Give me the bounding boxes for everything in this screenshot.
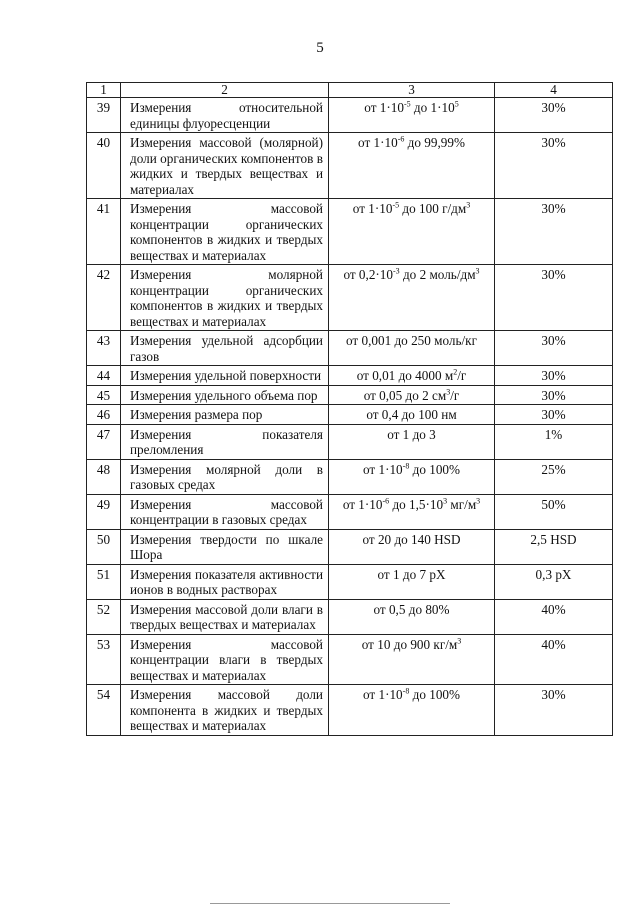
row-number: 46 (87, 405, 121, 425)
row-description: Измерения удельной адсорбции газов (121, 331, 329, 366)
row-error: 30% (495, 199, 613, 265)
row-range: от 10 до 900 $кг/м^3$ (329, 634, 495, 685)
row-description: Измерения твердости по шкале Шора (121, 529, 329, 564)
row-range: от $1\cdot 10^{-6}$ до $1,5\cdot 10^3$ $мг/м^3$ (329, 494, 495, 529)
table-row (87, 494, 613, 529)
table-row (87, 405, 613, 425)
row-error: 30% (495, 331, 613, 366)
table-row (87, 424, 613, 459)
row-range: от 0,001 до 250 моль/кг (329, 331, 495, 366)
bottom-rule (210, 903, 450, 904)
row-number: 44 (87, 366, 121, 386)
row-description: Измерения удельной поверхности (121, 366, 329, 386)
row-error: 30% (495, 405, 613, 425)
row-range: от $1\cdot 10^{-5}$ до 100 $г/дм^3$ (329, 199, 495, 265)
table-row (87, 199, 613, 265)
row-description: Измерения массовой доли влаги в твердых веществах и материалах (121, 599, 329, 634)
column-header: 4 (495, 83, 613, 98)
row-description: Измерения молярной концентрации органических компонентов в жидких и твердых веществах и материалах (121, 265, 329, 331)
row-error: 30% (495, 265, 613, 331)
row-description: Измерения массовой концентрации органических компонентов в жидких и твердых веществах и материалах (121, 199, 329, 265)
row-number: 45 (87, 385, 121, 405)
row-range: от $1\cdot 10^{-6}$ до 99,99% (329, 133, 495, 199)
row-description: Измерения массовой доли компонента в жидких и твердых веществах и материалах (121, 685, 329, 736)
row-description: Измерения удельного объема пор (121, 385, 329, 405)
row-error: 30% (495, 385, 613, 405)
row-description: Измерения показателя активности ионов в водных растворах (121, 564, 329, 599)
page-number: 5 (316, 40, 324, 56)
row-error: 1% (495, 424, 613, 459)
table-row (87, 331, 613, 366)
row-description: Измерения массовой концентрации в газовых средах (121, 494, 329, 529)
table-row (87, 459, 613, 494)
row-range: от 20 до 140 HSD (329, 529, 495, 564)
table-row (87, 564, 613, 599)
row-number: 42 (87, 265, 121, 331)
table-row (87, 366, 613, 386)
row-range: от 0,4 до 100 нм (329, 405, 495, 425)
row-description: Измерения относительной единицы флуоресценции (121, 98, 329, 133)
row-error: 2,5 HSD (495, 529, 613, 564)
measurements-table (86, 82, 613, 736)
row-number: 49 (87, 494, 121, 529)
row-range: от $0,2\cdot 10^{-3}$ до 2 моль/$дм^3$ (329, 265, 495, 331)
row-number: 50 (87, 529, 121, 564)
table-row (87, 529, 613, 564)
table-row (87, 634, 613, 685)
row-range: от 0,5 до 80% (329, 599, 495, 634)
row-error: 0,3 pX (495, 564, 613, 599)
row-range: от $1\cdot 10^{-8}$ до 100% (329, 685, 495, 736)
row-range: от $1\cdot 10^{-5}$ до $1\cdot 10^5$ (329, 98, 495, 133)
column-header: 2 (121, 83, 329, 98)
row-number: 53 (87, 634, 121, 685)
column-header: 1 (87, 83, 121, 98)
row-error: 40% (495, 634, 613, 685)
row-error: 30% (495, 133, 613, 199)
row-number: 51 (87, 564, 121, 599)
row-description: Измерения массовой (молярной) доли органических компонентов в жидких и твердых веществах и материалах (121, 133, 329, 199)
row-error: 40% (495, 599, 613, 634)
row-number: 41 (87, 199, 121, 265)
row-error: 30% (495, 366, 613, 386)
row-description: Измерения массовой концентрации влаги в твердых веществах и материалах (121, 634, 329, 685)
row-error: 50% (495, 494, 613, 529)
column-header: 3 (329, 83, 495, 98)
table-header-row (87, 83, 613, 98)
row-error: 30% (495, 685, 613, 736)
table-row (87, 133, 613, 199)
row-error: 25% (495, 459, 613, 494)
table-row (87, 265, 613, 331)
row-range: от 1 до 3 (329, 424, 495, 459)
row-description: Измерения молярной доли в газовых средах (121, 459, 329, 494)
row-range: от 0,01 до 4000 $м^2/г$ (329, 366, 495, 386)
row-error: 30% (495, 98, 613, 133)
row-range: от $1\cdot 10^{-8}$ до 100% (329, 459, 495, 494)
table-row (87, 599, 613, 634)
row-number: 43 (87, 331, 121, 366)
row-number: 40 (87, 133, 121, 199)
row-range: от 1 до 7 pX (329, 564, 495, 599)
row-number: 54 (87, 685, 121, 736)
row-description: Измерения показателя преломления (121, 424, 329, 459)
row-number: 52 (87, 599, 121, 634)
table-row (87, 98, 613, 133)
table-row (87, 685, 613, 736)
row-description: Измерения размера пор (121, 405, 329, 425)
row-range: от 0,05 до 2 $см^3/г$ (329, 385, 495, 405)
row-number: 48 (87, 459, 121, 494)
table-row (87, 385, 613, 405)
row-number: 39 (87, 98, 121, 133)
row-number: 47 (87, 424, 121, 459)
